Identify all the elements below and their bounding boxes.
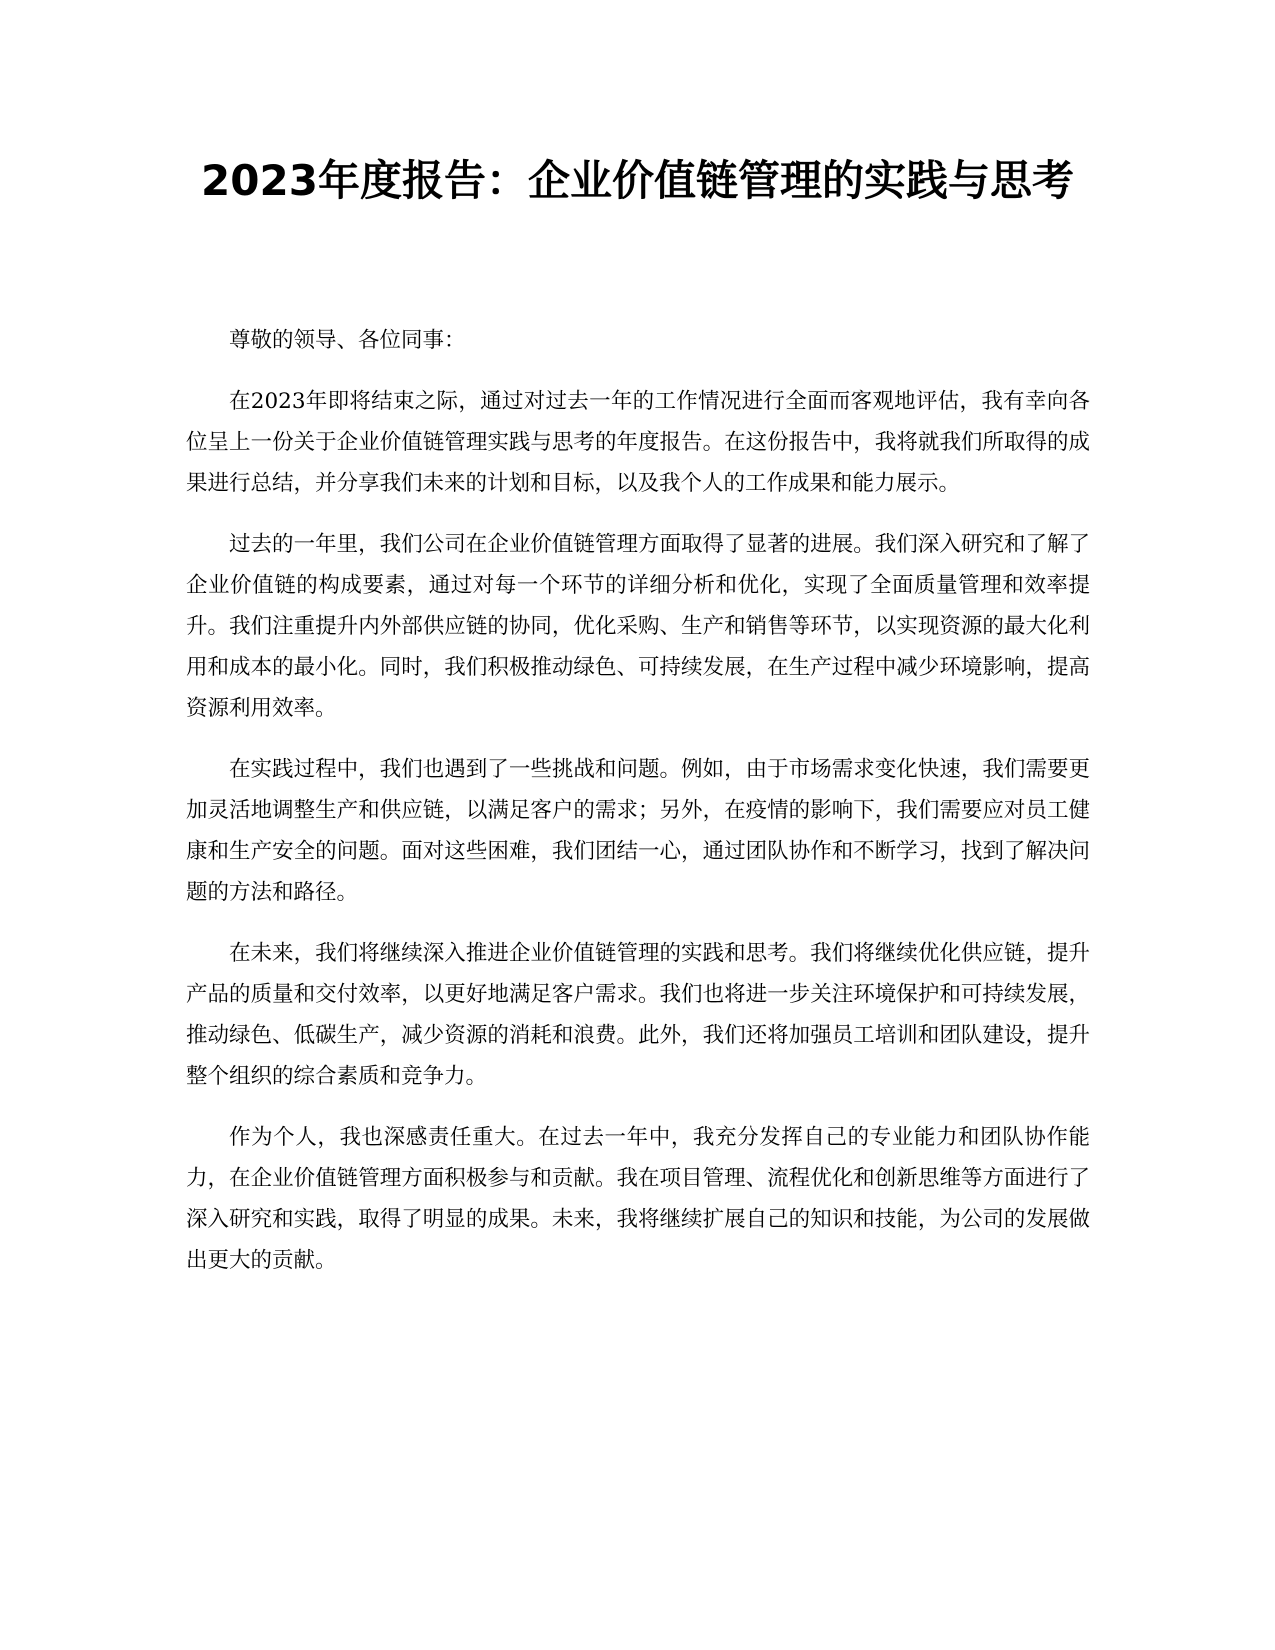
document-title: 2023年度报告：企业价值链管理的实践与思考 [201,156,1074,205]
paragraph-1: 在2023年即将结束之际，通过对过去一年的工作情况进行全面而客观地评估，我有幸向各位呈上一份关于企业价值链管理实践与思考的年度报告。在这份报告中，我将就我们所取得的成果进行总结，并分享我们未来的计划和目标，以及我个人的工作成果和能力展示。 [186,389,1090,496]
paragraph-3: 在实践过程中，我们也遇到了一些挑战和问题。例如，由于市场需求变化快速，我们需要更加灵活地调整生产和供应链，以满足客户的需求；另外，在疫情的影响下，我们需要应对员工健康和生产安全的问题。面对这些困难，我们团结一心，通过团队协作和不断学习，找到了解决问题的方法和路径。 [186,757,1090,905]
salutation: 尊敬的领导、各位同事： [229,328,466,353]
document-body [186,320,1090,1301]
paragraph-4: 在未来，我们将继续深入推进企业价值链管理的实践和思考。我们将继续优化供应链，提升产品的质量和交付效率，以更好地满足客户需求。我们也将进一步关注环境保护和可持续发展，推动绿色、低碳生产，减少资源的消耗和浪费。此外，我们还将加强员工培训和团队建设，提升整个组织的综合素质和竞争力。 [186,941,1090,1089]
paragraph-5: 作为个人，我也深感责任重大。在过去一年中，我充分发挥自己的专业能力和团队协作能力，在企业价值链管理方面积极参与和贡献。我在项目管理、流程优化和创新思维等方面进行了深入研究和实践，取得了明显的成果。未来，我将继续扩展自己的知识和技能，为公司的发展做出更大的贡献。 [186,1125,1090,1273]
paragraph-2: 过去的一年里，我们公司在企业价值链管理方面取得了显著的进展。我们深入研究和了解了企业价值链的构成要素，通过对每一个环节的详细分析和优化，实现了全面质量管理和效率提升。我们注重提升内外部供应链的协同，优化采购、生产和销售等环节，以实现资源的最大化利用和成本的最小化。同时，我们积极推动绿色、可持续发展，在生产过程中减少环境影响，提高资源利用效率。 [186,532,1090,721]
